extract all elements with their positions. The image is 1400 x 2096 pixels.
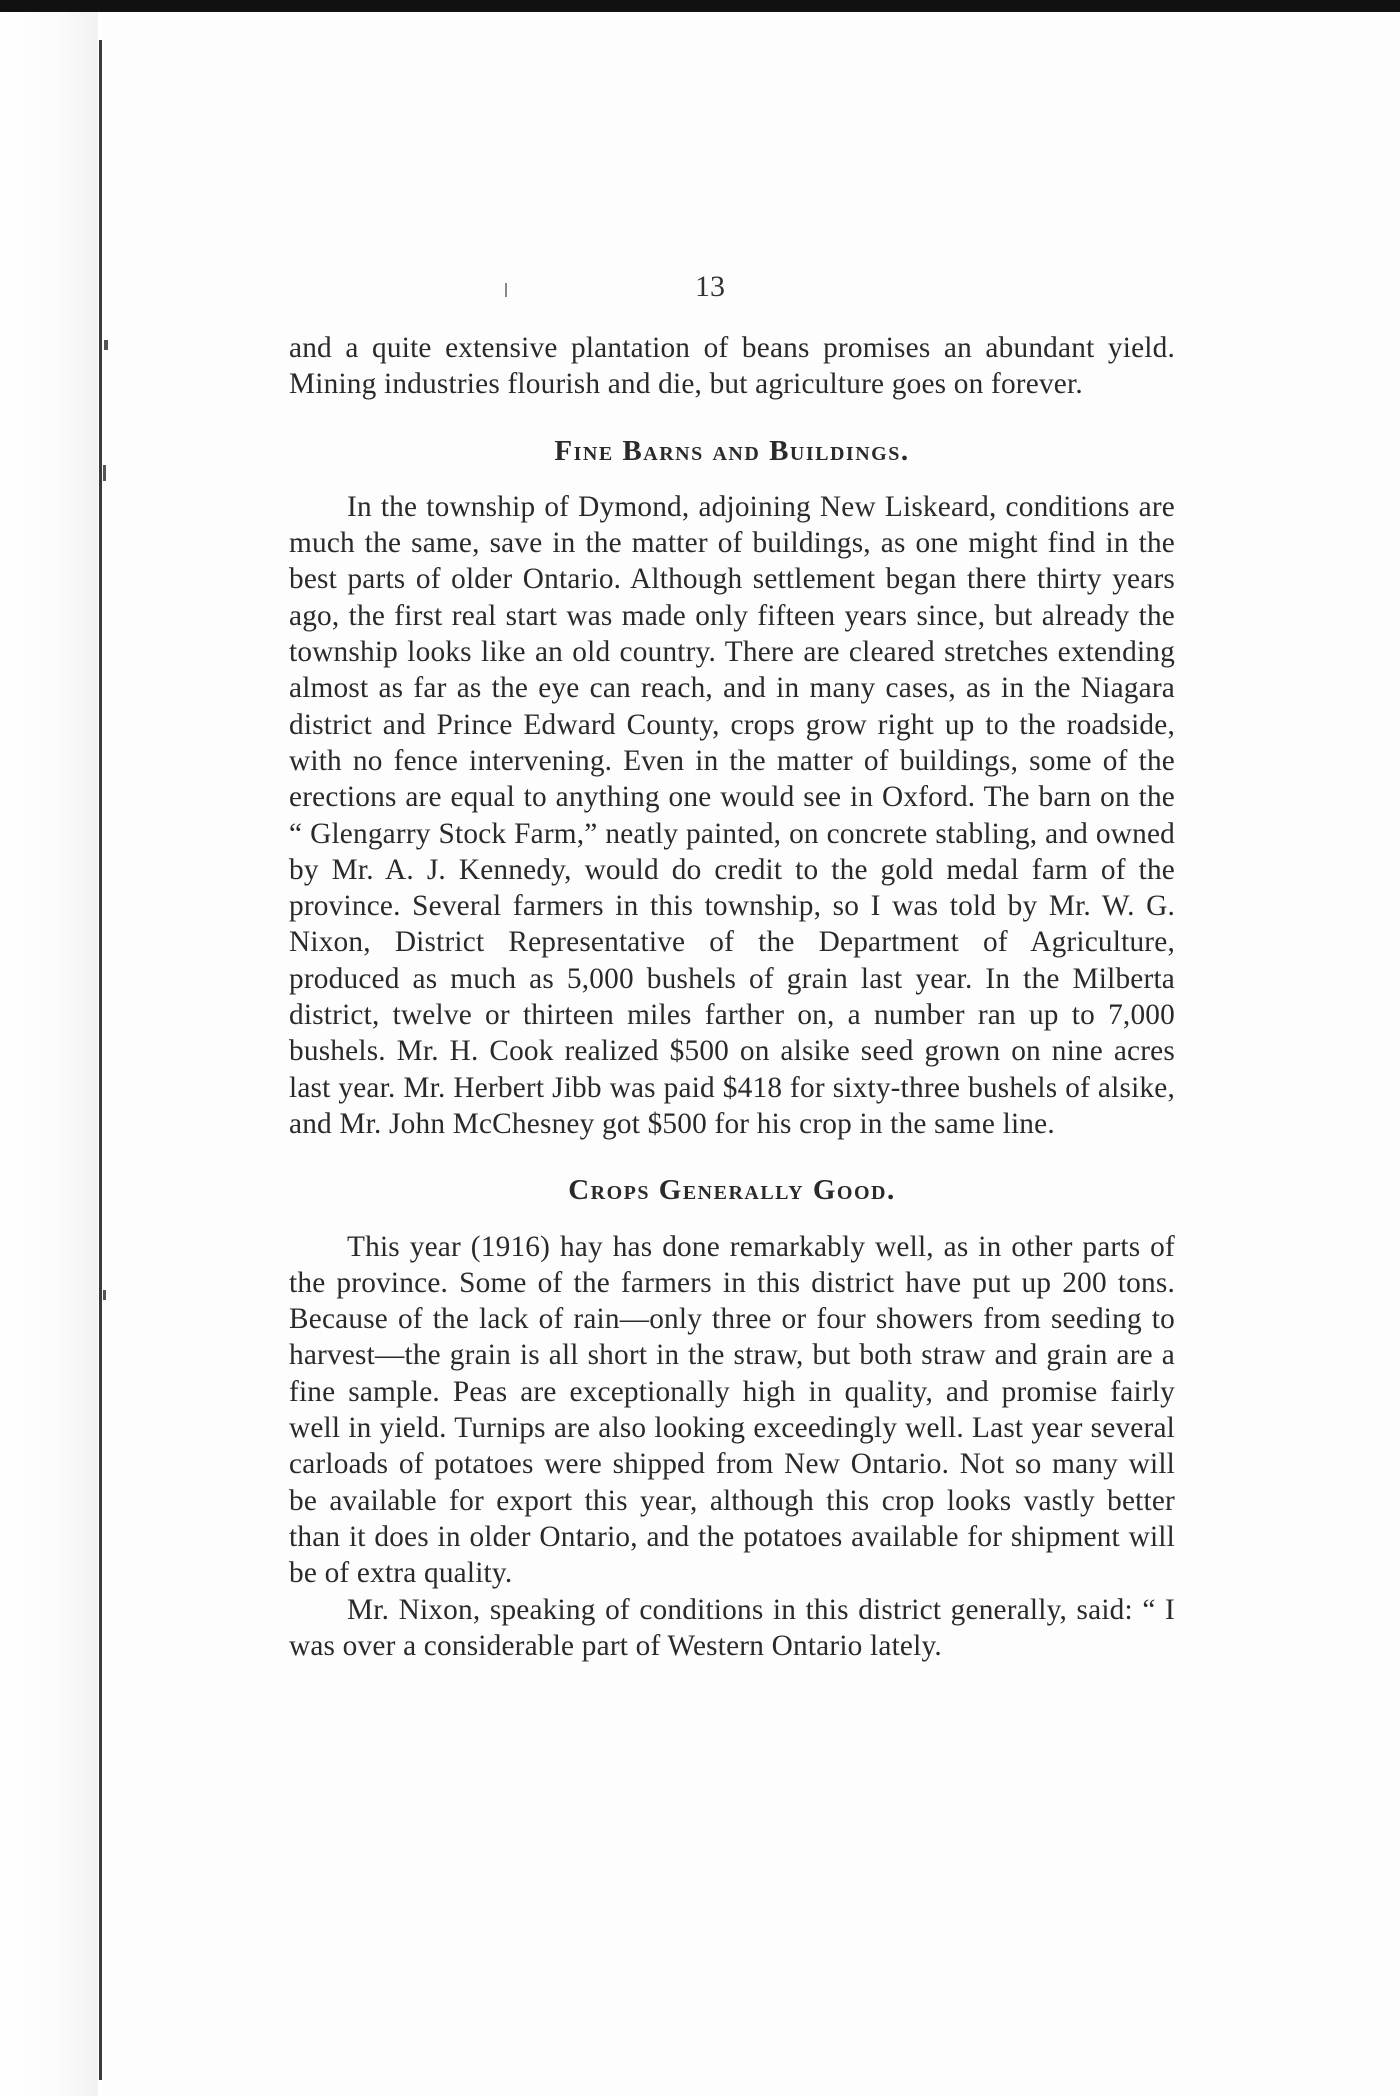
section-heading-crops: Crops Generally Good. (568, 1174, 896, 1207)
scan-mark (103, 1290, 106, 1300)
opening-paragraph: and a quite extensive plantation of beans promises an abundant yield. Mining industries flourish and die, but agriculture goes on forever. (289, 332, 1175, 401)
scan-mark (505, 283, 507, 297)
scan-mark (103, 465, 106, 481)
paragraph-dymond: In the township of Dymond, adjoining New Liskeard, conditions are much the same, save in the matter of buildings, as one might find in the best parts of older Ontario. Although settlement began there thirty years ago, the first real start was made only fifteen years since, but already the township looks like an old country. There are cleared stretches extending almost as far as the eye can reach, and in many cases, as in the Niagara district and Prince Edward County, crops grow right up to the roadside, with no fence intervening. Even in the matter of buildings, some of the erections are equal to anything one would see in Oxford. The barn on the “ Glengarry Stock Farm,” neatly painted, on concrete stabling, and owned by Mr. A. J. Kennedy, would do credit to the gold medal farm of the province. Several farmers in this township, so I was told by Mr. W. G. Nixon, District Representative of the Department of Agriculture, produced as much as 5,000 bushels of grain last year. In the Milberta district, twelve or thirteen miles farther on, a number ran up to 7,000 bushels. Mr. H. Cook realized $500 on alsike seed grown on nine acres last year. Mr. Herbert Jibb was paid $418 for sixty-three bushels of alsike, and Mr. John McChesney got $500 for his crop in the same line. (289, 490, 1175, 1140)
scan-top-edge (0, 0, 1400, 12)
scan-left-gutter (0, 12, 98, 2096)
scan-mark (104, 340, 108, 350)
page-body (289, 330, 1175, 1664)
paragraph-hay: This year (1916) hay has done remarkably well, as in other parts of the province. Some of the farmers in this district have put up 200 tons. Because of the lack of rain—only three or four showers from seeding to harvest—the grain is all short in the straw, but both straw and grain are a fine sample. Peas are exceptionally high in quality, and promise fairly well in yield. Turnips are also looking exceedingly well. Last year several carloads of potatoes were shipped from New Ontario. Not so many will be available for export this year, although this crop looks vastly better than it does in older Ontario, and the potatoes available for shipment will be of extra quality. (289, 1230, 1175, 1590)
section-heading-barns: Fine Barns and Buildings. (554, 434, 910, 467)
paragraph-nixon: Mr. Nixon, speaking of conditions in this district generally, said: “ I was over a considerable part of Western Ontario lately. (289, 1593, 1175, 1662)
page-number: 13 (695, 270, 725, 303)
